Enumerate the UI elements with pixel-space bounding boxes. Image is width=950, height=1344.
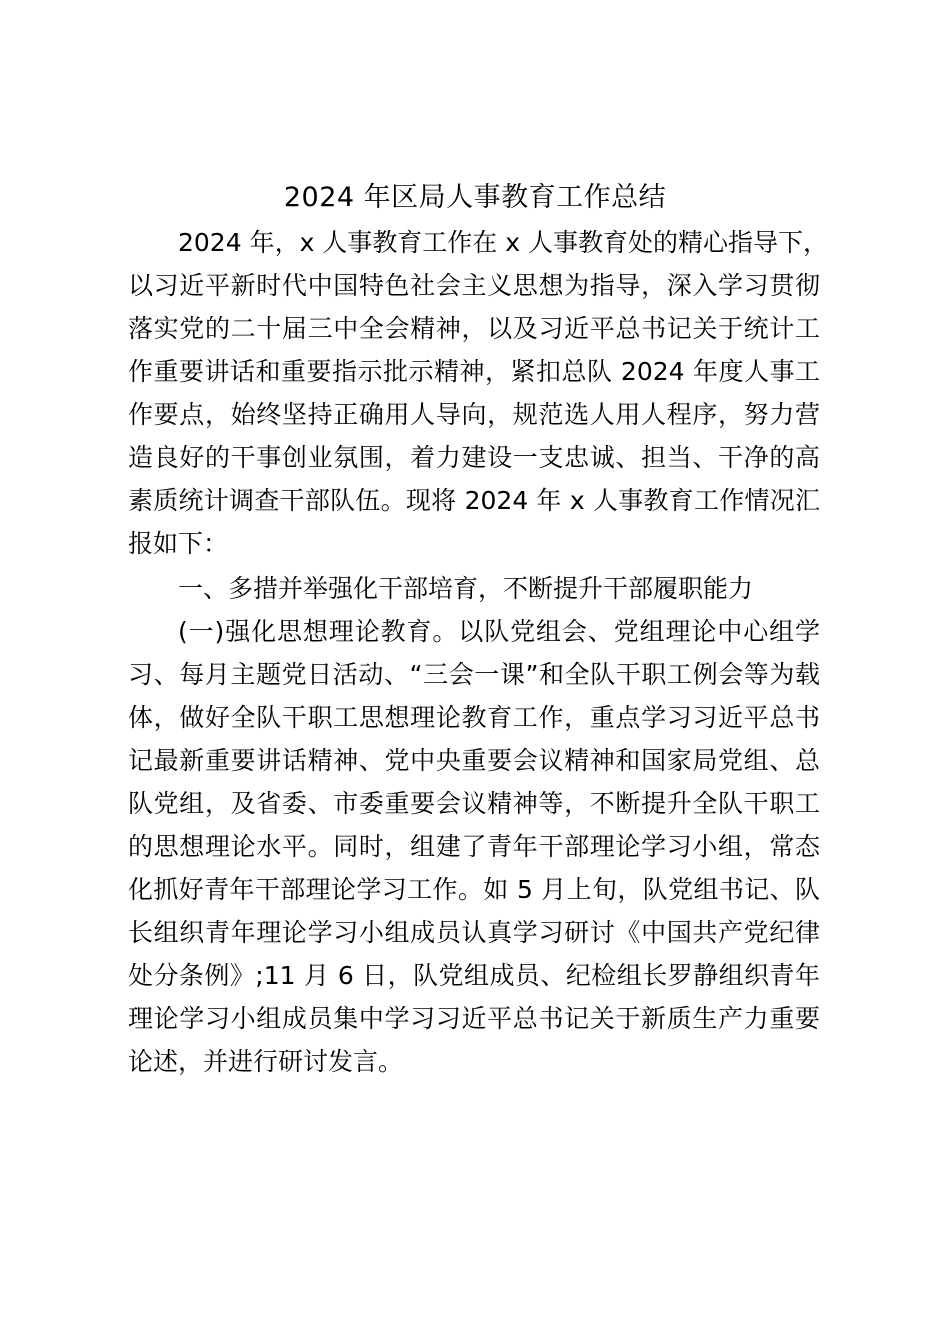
intro-line: 造良好的干事创业氛围，着力建设一支忠诚、担当、干净的高 — [128, 443, 820, 472]
section-line: 记最新重要讲话精神、党中央重要会议精神和国家局党组、总 — [128, 746, 820, 775]
section-line: 论述，并进行研讨发言。 — [128, 1047, 404, 1076]
section-line: 的思想理论水平。同时，组建了青年干部理论学习小组，常态 — [128, 832, 820, 861]
section-line: 队党组，及省委、市委重要会议精神等，不断提升全队干职工 — [128, 789, 820, 818]
intro-line: 2024 年，x 人事教育工作在 x 人事教育处的精心指导下， — [178, 228, 829, 257]
intro-line: 落实党的二十届三中全会精神，以及习近平总书记关于统计工 — [128, 314, 820, 343]
intro-line: 以习近平新时代中国特色社会主义思想为指导，深入学习贯彻 — [128, 271, 820, 300]
intro-line: 素质统计调查干部队伍。现将 2024 年 x 人事教育工作情况汇 — [128, 486, 820, 515]
section-line: 处分条例》;11 月 6 日，队党组成员、纪检组长罗静组织青年 — [128, 961, 820, 990]
section-line: 长组织青年理论学习小组成员认真学习研讨《中国共产党纪律 — [128, 918, 820, 947]
section-heading: 一、多措并举强化干部培育，不断提升干部履职能力 — [178, 574, 754, 603]
section-line: 体，做好全队干职工思想理论教育工作，重点学习习近平总书 — [128, 703, 820, 732]
section-line: 化抓好青年干部理论学习工作。如 5 月上旬，队党组书记、队 — [128, 875, 820, 904]
section-line: 理论学习小组成员集中学习习近平总书记关于新质生产力重要 — [128, 1004, 820, 1033]
intro-line: 作重要讲话和重要指示批示精神，紧扣总队 2024 年度人事工 — [128, 357, 820, 386]
section-line: 习、每月主题党日活动、“三会一课”和全队干职工例会等为载 — [128, 660, 820, 689]
section-line: (一)强化思想理论教育。以队党组会、党组理论中心组学 — [178, 617, 820, 646]
intro-line: 报如下： — [128, 529, 229, 558]
intro-line: 作要点，始终坚持正确用人导向，规范选人用人程序，努力营 — [128, 400, 820, 429]
document-body — [128, 221, 829, 1083]
document-title: 2024 年区局人事教育工作总结 — [283, 182, 667, 213]
